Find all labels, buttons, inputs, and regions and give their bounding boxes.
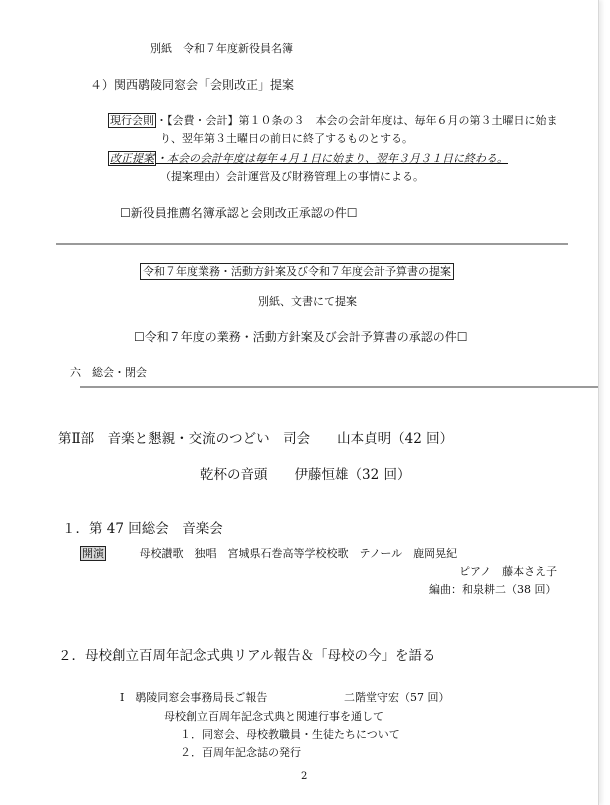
amendment-text: ・本会の会計年度は毎年４月１日に始まり、翌年３月３１日に終わる。 — [156, 152, 508, 165]
report-subtitle: 母校創立百周年記念式典と関連行事を通して — [164, 710, 384, 723]
amendment-line — [108, 150, 508, 166]
page-number: 2 — [301, 771, 308, 782]
opening-label: 開演 — [82, 547, 104, 560]
amendment-label: 改正提案 — [110, 152, 154, 165]
budget-proposal-box — [140, 263, 454, 279]
report-heading: Ⅰ 鹖陵同窓会事務局長ご報告 — [120, 691, 268, 704]
annex-title: 別紙 令和７年度新役員名簿 — [150, 42, 293, 55]
opening-line — [80, 545, 457, 561]
reporter-name: 二階堂守宏（57 回） — [344, 691, 450, 704]
budget-annex: 別紙、文書にて提案 — [258, 295, 357, 308]
report-item-2: ２．百周年記念誌の発行 — [180, 746, 301, 759]
arrangement-credit: 編曲：和泉耕二（38 回） — [429, 583, 557, 596]
toast-line: 乾杯の音頭 伊藤恒雄（32 回） — [200, 467, 411, 483]
reason-text: （提案理由）会計運営及び財務管理上の事情による。 — [160, 170, 424, 183]
current-rule-continued: り、翌年第３土曜日の前日に終了するものとする。 — [160, 132, 413, 145]
item4-heading: ４）関西鹖陵同窓会「会則改正」提案 — [90, 78, 295, 92]
budget-proposal-text: 令和７年度業務・活動方針案及び令和７年度会計予算書の提案 — [140, 263, 454, 280]
approval-item-1: ☐新役員推薦名簿承認と会則改正承認の件☐ — [120, 206, 358, 220]
current-rule-text: ・【会費・会計】第１０条の３ 本会の会計年度は、毎年６月の第３土曜日に始ま — [156, 114, 558, 127]
current-rule-line — [108, 112, 558, 128]
piano-credit: ピアノ 藤本さえ子 — [459, 565, 558, 578]
section1-heading: １．第 47 回総会 音楽会 — [62, 521, 223, 537]
opening-text: 母校讃歌 独唱 宮城県石巻高等学校校歌 テノール 鹿岡晃紀 — [139, 547, 458, 560]
approval-item-2: ☐令和７年度の業務・活動方針案及び会計予算書の承認の件☐ — [134, 330, 468, 344]
current-rule-label: 現行会則 — [110, 114, 154, 127]
part2-title: 第Ⅱ部 音楽と懇親・交流のつどい 司会 山本貞明（42 回） — [58, 431, 454, 447]
report-item-1: １．同窓会、母校教職員・生徒たちについて — [180, 728, 400, 741]
section2-heading: ２．母校創立百周年記念式典リアル報告＆「母校の今」を語る — [58, 648, 436, 664]
divider-2 — [80, 386, 598, 388]
closing-item: 六 総会・閉会 — [70, 366, 147, 379]
divider-1 — [56, 243, 568, 245]
